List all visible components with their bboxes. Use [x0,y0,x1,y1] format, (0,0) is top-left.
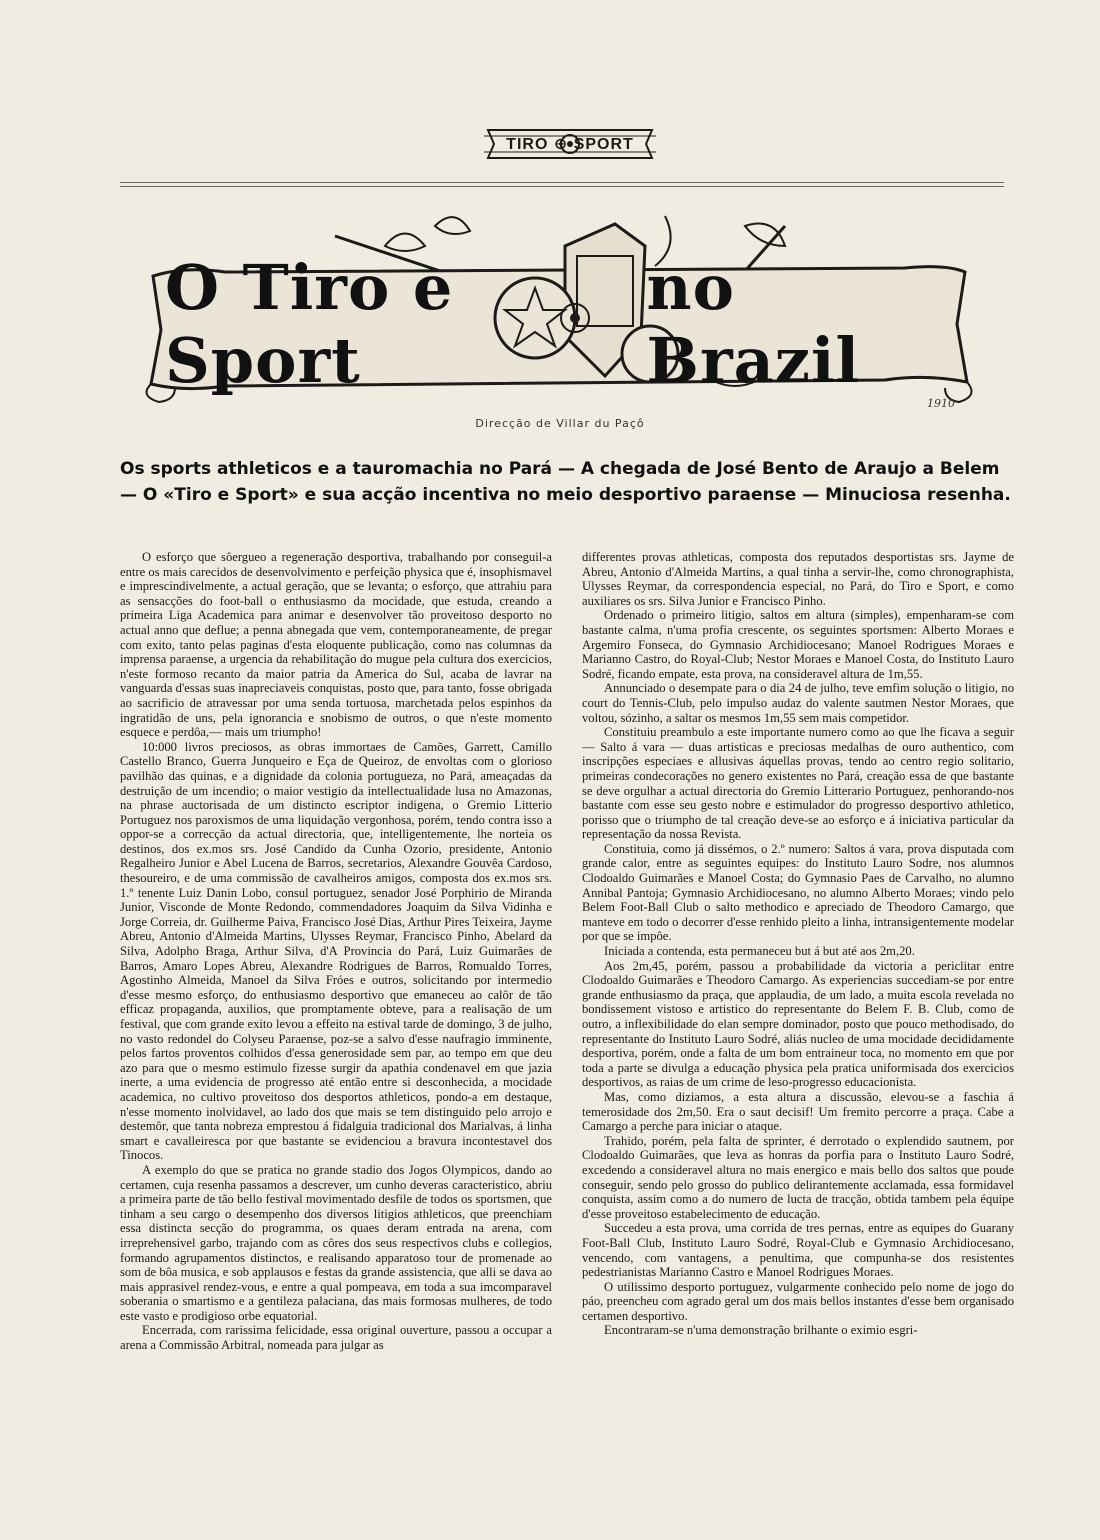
header-rule-bottom [120,186,1004,187]
editorial-direction: Direcção de Villar du Paçô [475,417,645,430]
article-body [120,550,1015,1530]
paragraph: Constituiu preambulo a este importante numero como ao que lhe ficava a seguir — Salto á vara — duas artisticas e preciosas medalhas de ouro authentico, com inscripções especiaes e allusivas áquellas provas, tendo ao centro regio solitario, primeiras condecorações no genero existentes no Pará, creação essa de que bastante se deve orgulhar a actual directoria do Gremio Litterario Portuguez, penhorando-nos bastante com esse seu gesto nobre e estimulador do progresso desportivo athletico, porisso que o triumpho de tal creação deve-se ao esforço e á iniciativa particular da representação da nossa Revista. [582,725,1014,842]
paragraph: Constituia, como já dissémos, o 2.º numero: Saltos á vara, prova disputada com grande calor, entre as seguintes equipes: do Instituto Lauro Sodre, nos alumnos Clodoaldo Guimarães e Manoel Costa; do Gymnasio Paes de Carvalho, no alumno Annibal Pantoja; Gymnasio Archidiocesano, no alumno Alberto Moraes; vindo pelo Belem Foot-Ball Club o salto methodico e apreciado de Theodoro Camargo, que manteve em todo o decorrer d'esse renhido pleito a linha, intransigentemente modelar por que se impôe. [582,841,1014,944]
paragraph: O utilissimo desporto portuguez, vulgarmente conhecido pelo nome de jogo do páo, preencheu com agrado geral um dos mais bellos instantes d'esse bem organisado certamen desportivo. [582,1279,1014,1323]
tiro-e-sport-logo [482,122,658,166]
artist-signature-date: 1910 [927,397,955,410]
paragraph: 10:000 livros preciosos, as obras immortaes de Camões, Garrett, Camillo Castello Branco, Guerra Junqueiro e Eça de Queiroz, de envoltas com o glorioso pavilhão das quinas, e a dignidade da colonia portugueza, no Pará, ameaçadas da destruição de um incendio; o maior vestigio da intellectualidade lusa no Amazonas, na phrase auctorisada de um distincto escriptor indigena, o Gremio Litterio Portuguez nos paroxismos de uma liquidação vergonhosa, porém, tendo contra isso a oppor-se a correcção da actual directoria, que, intelligentemente, lhe norteia os destinos, dos ex.mos srs. José Candido da Cunha Ozorio, presidente, Antonio Regalheiro Junior e Abel Lucena de Barros, secretarios, Alexandre Gouvêa Cardoso, thesoureiro, e de uma commissão de cavalheiros amigos, composta dos ex.mos srs. 1.º tenente Luiz Danin Lobo, consul portuguez, senador José Porphirio de Miranda Junior, Visconde de Monte Redondo, commendadores Joaquim da Silva Vidinha e Jorge Correia, dr. Guilherme Paiva, Francisco José Dias, Arthur Pires Teixeira, Jayme Abreu, Antonio d'Almeida Martins, Ulysses Reymar, Francisco Pinho, Abelard da Silva, Adolpho Braga, Arthur Silva, d'A Provincia do Pará, Luiz Guimarães de Barros, Amaro Lopes Abreu, Alexandre Rodrigues de Barros, Romualdo Torres, Agostinho Almeida, Manoel da Silva Fróes e outros, solicitando por intermedio d'esse mesmo esforço, do enthusiasmo desportivo que emaneceu ao calôr de tão efficaz propaganda, auxilios, que promptamente obteve, para a realisação de um festival, que com grande exito levou a effeito na estival tarde de domingo, 3 de julho, no vasto redondel do Colyseu Paraense, poz-se a salvo d'esse naufragio imminente, pelos fartos proventos colhidos d'essa generosidade sem par, ao tempo em que deu azo para que o mesmo estimulo fizesse surgir da apathia condenavel em que jazia inerte, a uma evidencia de progresso até então entre si desconhecida, a mocidade academica, no cultivo proveitoso dos desportos athleticos, pondo-a em destaque, n'esse momento inolvidavel, ao lado dos que mais se tem distinguido pelo arrojo e destemôr, que tanta nobreza emprestou á fidalguia tradicional dos Marialvas, á linha smart e cavalleiresca por que bastante se evidenciou a bravura incontestavel dos Tinocos. [120,739,552,1163]
header-rule-top [120,182,1004,183]
ball-icon [622,326,678,382]
left-column [120,550,552,1353]
right-column [582,550,1014,1338]
paragraph: Encerrada, com rarissima felicidade, essa original ouverture, passou a occupar a arena a Commissão Arbitral, nomeada para julgar as [120,1323,552,1353]
logo-text: TIRO ⊕ SPORT [506,136,634,153]
banner-illustration [145,206,973,416]
paragraph: Annunciado o desempate para o dia 24 de julho, teve emfim solução o litigio, no court do Tennis-Club, pelo impulso audaz do valente sautmen Nestor Moraes, que voltou, sózinho, a saltar os mesmos 1m,55 sem mais competidor. [582,681,1014,725]
paragraph: A exemplo do que se pratica no grande stadio dos Jogos Olympicos, dando ao certamen, cuja resenha passamos a descrever, um cunho deveras caracteristico, abriu a primeira parte de tão bello festival movimentado desfile de todos os sportsmen, que tinham a seu cargo o desempenho dos diversos litigios athleticos, que preenchiam essa distincta secção do programma, os quaes deram entrada na arena, com irreprehensivel garbo, trajando com as côres dos seus respectivos clubs e collegios, formando agrupamentos distinctos, e realisando apparatoso tour de promenade ao som de bôa musica, e sob applausos e festas da grande assistencia, que alli se dava ao mais apprasivel rendez-vous, e entre a qual pompeava, em toda a sua imcomparavel soberania o smartismo e a gentileza palaciana, das mais formosas mulheres, de todo este vasto e prodigioso orbe equatorial. [120,1162,552,1323]
paragraph: Trahido, porém, pela falta de sprinter, é derrotado o explendido sautnem, por Clodoaldo Guimarães, que leva as honras da porfia para o Instituto Lauro Sodré, excedendo a consideravel altura no mais energico e mais bello dos saltos que poude conseguir, sendo pelo grosso do publico delirantemente acclamada, essa formidavel conquista, assim como a do numero de lucta de tracção, obtida tambem pela équipe d'esse proveitoso estabelecimento de educação. [582,1133,1014,1221]
paragraph: Succedeu a esta prova, uma corrida de tres pernas, entre as equipes do Guarany Foot-Ball Club, Instituto Lauro Sodré, Royal-Club e Gymnasio Archidiocesano, vencendo, com vantagens, a penultima, que compunha-se dos resistentes pedestrianistas Marianno Castro e Manoel Rodrigues Moraes. [582,1221,1014,1280]
banner-title-left: O Tiro e Sport [165,251,454,397]
banner-title-right: no Brazil [646,251,861,397]
paragraph: Aos 2m,45, porém, passou a probabilidade da victoria a periclitar entre Clodoaldo Guimarães e Theodoro Camargo. As experiencias succediam-se por entre grande enthusiasmo da praça, que applaudia, de um lado, a muita escola revelada no bondissement vistoso e artistico do representante do Belem F. B. Club, como de outro, a inflexibilidade do elan sempre dominador, posto que pouco methodisado, do representante do Instituto Lauro Sodré, aliás nucleo de uma mocidade decididamente desportiva, porém, onde a falta de um bom entraineur toca, no momento em que por toda a parte se divulga a educação physica pela pratica uniformisada dos exercicios desportivos, as raias de um crime de leso-progresso educacionista. [582,958,1014,1090]
title-banner [145,206,973,416]
paragraph: Iniciada a contenda, esta permaneceu but á but até aos 2m,20. [604,944,915,959]
paragraph: Ordenado o primeiro litigio, saltos em altura (simples), empenharam-se com bastante calma, n'uma profia crescente, os seguintes sportsmen: Alberto Moraes e Argemiro Fonseca, do Gymnasio Archidiocesano; Manoel Rodrigues Moraes e Marianno Castro, do Royal-Club; Nestor Moraes e Manoel Costa, do Instituto Lauro Sodré, ficando empate, esta prova, na consideravel altura de 1m,55. [582,608,1014,681]
paragraph: Encontraram-se n'uma demonstração brilhante o eximio esgri- [604,1323,918,1338]
paragraph: O esforço que sôergueo a regeneração desportiva, trabalhando por conseguil-a entre os mais carecidos de desenvolvimento e perfeição physica que é, insophismavel e imprescindivelmente, a actual geração, que se levanta; o esforço, que attrahiu para as sensacções do foot-ball o enthusiasmo da mocidade, que estuda, creando a primeira Liga Academica para animar e desenvolver tão proveitoso desporto no actual anno que deflue; a penna abnegada que vem, contemporaneamente, de pregar com exito, tanto pelas paginas d'esta eloquente publicação, como nas columnas da imprensa paraense, a urgencia da rehabilitação do mugue pela cultura dos exercicios, n'este formoso recanto da maior patria da America do Sul, acaba de lavrar na vanguarda d'essas suas inapreciaveis conquistas, posto que, para tanto, fosse obrigada ao sacrificio de atravessar por uma senda tortuosa, marchetada pelos espinhos da ingratidão de uns, pela ignorancia e snobismo de outros, o que n'este momento esquece e perdôa,— mais um triumpho! [120,550,552,740]
paragraph: Mas, como diziamos, a esta altura a discussão, elevou-se a faschia á temerosidade dos 2m,50. Era o saut decisif! Um fremito percorre a praça. Cabe a Camargo a perche para iniciar o ataque. [582,1089,1014,1134]
article-headline: Os sports athleticos e a tauromachia no Pará — A chegada de José Bento de Araujo a Belem — O «Tiro e Sport» e sua acção incentiva no meio desportivo paraense — Minuciosa resenha. [120,459,1011,505]
paragraph-continued: differentes provas athleticas, composta dos reputados desportistas srs. Jayme de Abreu, Antonio d'Almeida Martins, a qual tinha a servir-lhe, como chronographista, Ulysses Reymar, da correspondencia especial, no Pará, do Tiro e Sport, e como auxiliares os srs. Silva Junior e Francisco Pinho. [582,550,1014,608]
